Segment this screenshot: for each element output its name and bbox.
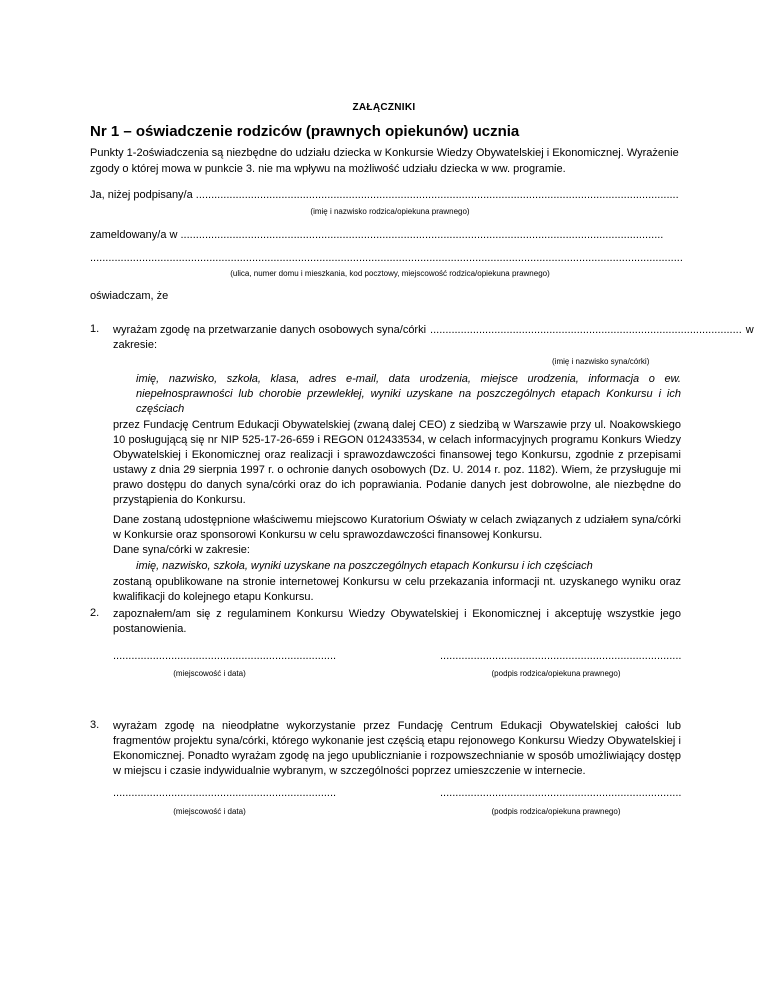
signer-label: Ja, niżej podpisany/a bbox=[90, 189, 193, 201]
point-3-number: 3. bbox=[90, 719, 100, 731]
point-1-number: 1. bbox=[90, 323, 100, 335]
sign-2-place-date-caption: (miejscowość i data) bbox=[173, 807, 246, 816]
sign-1-place-date-caption: (miejscowość i data) bbox=[173, 669, 246, 678]
point-1-paragraph-1: przez Fundację Centrum Edukacji Obywatelskiej (zwaną dalej CEO) z siedzibą w Warszawie przy ul. Noakowskiego 10 posługującą się nr NIP 525-17-26-659 i REGON 012433534, w celach informacyjnych programu Konkurs Wiedzy Obywatelskiej i Ekonomicznej oraz realizacji i sprawozdawczości finansowej tego Konkursu, zgodnie z przepisami ustawy z dnia 29 sierpnia 1997 r. o ochronie danych osobowych (Dz. U. 2014 r. poz. 1182). Wiem, że przysługuje mi prawo dostępu do danych syna/córki oraz do ich poprawiania. Podanie danych jest dobrowolne, ale niezbędne do przystąpienia do Konkursu. bbox=[113, 419, 681, 506]
page-title: Nr 1 – oświadczenie rodziców (prawnych opiekunów) ucznia bbox=[90, 123, 520, 140]
point-1-lead bbox=[113, 323, 754, 338]
point-1-caption: (imię i nazwisko syna/córki) bbox=[552, 357, 650, 366]
point-1-lead-text: wyrażam zgodę na przetwarzanie danych osobowych syna/córki bbox=[113, 324, 427, 336]
point-1-lead-tail: w bbox=[745, 324, 754, 336]
annex-title: ZAŁĄCZNIKI bbox=[352, 102, 416, 113]
signer-caption: (imię i nazwisko rodzica/opiekuna prawnego) bbox=[310, 207, 470, 216]
sign-1-place-date-dots: ......................................................................... bbox=[113, 650, 337, 662]
point-1-scope-2: imię, nazwisko, szkoła, wyniki uzyskane na poszczególnych etapach Konkursu i ich częściach bbox=[136, 560, 593, 572]
sign-2-signature-caption: (podpis rodzica/opiekuna prawnego) bbox=[491, 807, 621, 816]
declare-text: oświadczam, że bbox=[90, 290, 169, 302]
address-label: zameldowany/a w bbox=[90, 229, 178, 241]
sign-2-signature-dots: ............................................................................... bbox=[440, 787, 682, 799]
point-1-paragraph-3: Dane syna/córki w zakresie: bbox=[113, 544, 250, 556]
address-continuation-dots: .................................................................................................................................................................................................. bbox=[90, 252, 683, 264]
address-fill-dots: .............................................................................................................................................................. bbox=[177, 229, 664, 241]
point-1-second-line: zakresie: bbox=[113, 339, 158, 351]
point-2-number: 2. bbox=[90, 607, 100, 619]
point-1-child-name-dots: ...................................................................................................... bbox=[430, 324, 742, 336]
point-3-text: wyrażam zgodę na nieodpłatne wykorzystanie przez Fundację Centrum Edukacji Obywatelskiej całości lub fragmentów projektu syna/córki, którego wykonanie jest częścią etapu rejonowego Konkursu Wiedzy Obywatelskiej i Ekonomicznej. Ponadto wyrażam zgodę na jego upublicznianie i rozpowszechnianie w sposób umożliwiający dostęp w miejscu i czasie indywidualnie wybranym, w szczególności poprzez umieszczenie w internecie. bbox=[113, 720, 681, 777]
sign-1-signature-caption: (podpis rodzica/opiekuna prawnego) bbox=[491, 669, 621, 678]
point-2-text: zapoznałem/am się z regulaminem Konkursu Wiedzy Obywatelskiej i Ekonomicznej i akceptuję wszystkie jego postanowienia. bbox=[113, 608, 681, 635]
signer-fill-dots: .............................................................................................................................................................. bbox=[192, 189, 679, 201]
address-line bbox=[90, 229, 690, 241]
point-1-paragraph-4: zostaną opublikowane na stronie internetowej Konkursu w celu przekazania informacji nt. uzyskanego wyniku oraz kwalifikacji do kolejnego etapu Konkursu. bbox=[113, 576, 681, 603]
point-1-paragraph-2: Dane zostaną udostępnione właściwemu miejscowo Kuratorium Oświaty w celach związanych z udziałem syna/córki w Konkursie oraz sponsorowi Konkursu w celu sprawozdawczości finansowej Konkursu. bbox=[113, 514, 681, 541]
sign-1-signature-dots: ............................................................................... bbox=[440, 650, 682, 662]
intro-text: Punkty 1-2oświadczenia są niezbędne do udziału dziecka w Konkursie Wiedzy Obywatelskiej i Ekonomicznej. Wyrażenie zgody o której mowa w punkcie 3. nie ma wpływu na możliwość udziału dziecka w ww. programie. bbox=[90, 147, 679, 175]
point-1-scope: imię, nazwisko, szkoła, klasa, adres e-mail, data urodzenia, miejsce urodzenia, informacja o ew. niepełnosprawności lub chorobie przewlekłej, wyniki uzyskane na poszczególnych etapach Konkursu i ich częściach bbox=[136, 373, 681, 415]
signer-line bbox=[90, 189, 690, 201]
sign-2-place-date-dots: ......................................................................... bbox=[113, 787, 337, 799]
address-caption: (ulica, numer domu i mieszkania, kod pocztowy, miejscowość rodzica/opiekuna prawnego) bbox=[230, 269, 550, 278]
